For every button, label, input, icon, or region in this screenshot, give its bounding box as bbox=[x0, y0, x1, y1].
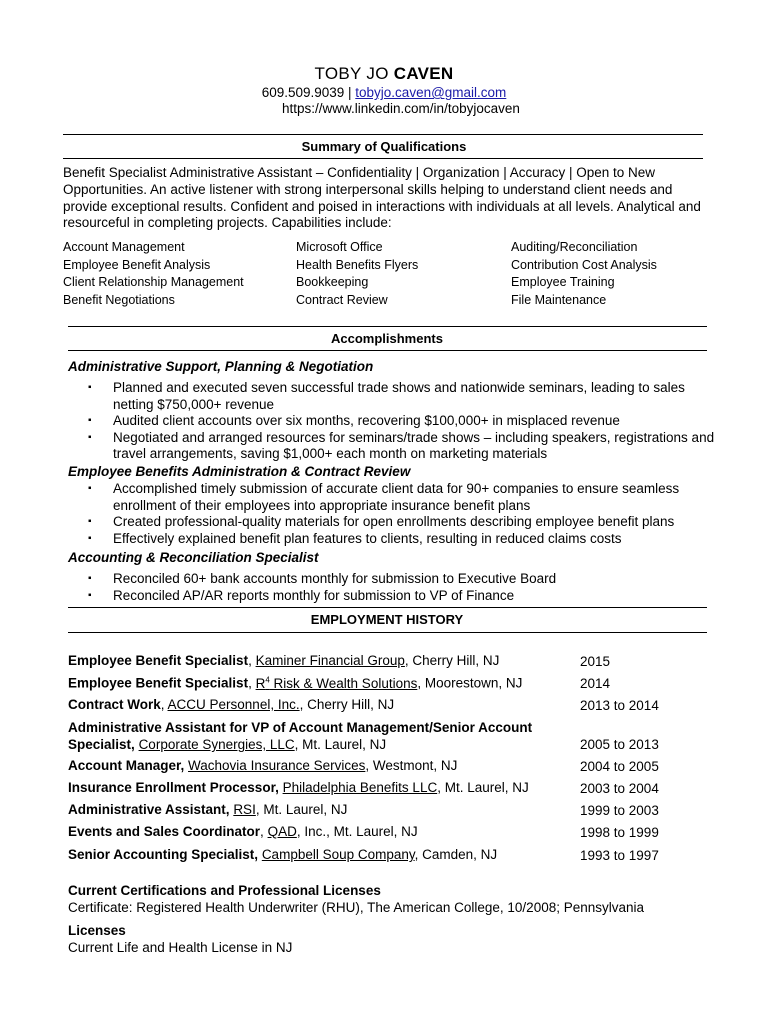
capability-item: Microsoft Office bbox=[296, 240, 383, 254]
capability-item: File Maintenance bbox=[511, 292, 607, 307]
job-company: Campbell Soup Company bbox=[261, 847, 415, 862]
job-company: Wachovia Insurance Services bbox=[188, 758, 366, 773]
job-years: 2004 to 2005 bbox=[580, 759, 659, 774]
accomplishment-list bbox=[85, 380, 715, 463]
certifications-text: Certificate: Registered Health Underwriter (RHU), The American College, 10/2008; Pennsylvania bbox=[68, 900, 645, 915]
job-years: 2014 bbox=[580, 676, 611, 691]
accomplishment-bullet: ▪ Effectively explained benefit plan features to clients, resulting in reduced claims costs bbox=[85, 531, 715, 548]
capabilities-column-1 bbox=[63, 239, 244, 309]
job-years: 1993 to 1997 bbox=[580, 848, 659, 863]
capability-item: Health Benefits Flyers bbox=[296, 257, 419, 272]
job-years: 1999 to 2003 bbox=[580, 803, 659, 818]
company-superscript: 4 bbox=[265, 675, 270, 684]
capability-item: Benefit Negotiations bbox=[63, 292, 175, 307]
job-company: Kaminer Financial Group bbox=[255, 653, 405, 668]
capability-item: Auditing/Reconciliation bbox=[511, 240, 638, 254]
job-location: , Westmont, NJ bbox=[365, 758, 458, 773]
capability-item: Account Management bbox=[63, 240, 185, 254]
job-entry bbox=[68, 824, 418, 839]
capability-item: Employee Benefit Analysis bbox=[63, 257, 211, 272]
accomplishment-bullet: ▪ Accomplished timely submission of accurate client data for 90+ companies to ensure seamless enrollment of their employees into appropriate insurance benefit plans bbox=[85, 481, 715, 514]
summary-paragraph: Benefit Specialist Administrative Assistant – Confidentiality | Organization | Accuracy | Open to New Opportunities. An active listener with strong interpersonal skills helping to understand client needs and provide exceptional results. Confident and poised in interactions with individuals at all levels. Analytical and resourceful in completing projects. Capabilities include: bbox=[63, 165, 701, 231]
job-separator: , bbox=[248, 675, 256, 691]
job-years: 2015 bbox=[580, 654, 611, 669]
accomplishment-bullet: ▪ Created professional-quality materials for open enrollments describing employee benefit plans bbox=[85, 514, 715, 531]
job-role: Contract Work bbox=[68, 697, 161, 712]
candidate-name bbox=[0, 64, 768, 84]
job-years: 2013 to 2014 bbox=[580, 698, 659, 713]
accomplishment-list bbox=[85, 481, 715, 547]
capabilities-column-3 bbox=[511, 239, 657, 309]
employment-title: EMPLOYMENT HISTORY bbox=[310, 612, 464, 627]
job-location: , Mt. Laurel, NJ bbox=[294, 737, 387, 752]
job-company: Corporate Synergies, LLC bbox=[138, 737, 295, 752]
summary-top-rule bbox=[63, 134, 703, 135]
first-name: TOBY JO bbox=[314, 64, 389, 83]
employment-bottom-rule bbox=[68, 632, 707, 633]
company-prefix: R bbox=[255, 675, 266, 691]
job-role: Employee Benefit Specialist bbox=[68, 675, 249, 691]
accomplishment-heading: Accounting & Reconciliation Specialist bbox=[68, 550, 319, 565]
job-entry bbox=[68, 802, 347, 817]
job-role-line1: Administrative Assistant for VP of Account Management/Senior Account bbox=[68, 720, 533, 735]
capability-item: Client Relationship Management bbox=[63, 275, 244, 290]
job-company: RSI bbox=[233, 802, 256, 817]
job-entry bbox=[68, 847, 497, 862]
capability-item: Employee Training bbox=[511, 275, 615, 290]
accomplishment-bullet: ▪ Reconciled AP/AR reports monthly for submission to VP of Finance bbox=[85, 588, 715, 605]
job-location: , Mt. Laurel, NJ bbox=[255, 802, 348, 817]
accomplishment-bullet: ▪ Planned and executed seven successful trade shows and nationwide seminars, leading to sales netting $750,000+ revenue bbox=[85, 380, 715, 413]
last-name: CAVEN bbox=[393, 64, 454, 83]
job-entry bbox=[68, 697, 394, 712]
job-role: Administrative Assistant, bbox=[68, 802, 230, 817]
job-role: Events and Sales Coordinator bbox=[68, 824, 261, 839]
job-company: ACCU Personnel, Inc. bbox=[167, 697, 300, 712]
job-role: Senior Accounting Specialist, bbox=[68, 847, 259, 862]
capability-item: Bookkeeping bbox=[296, 275, 369, 290]
job-company bbox=[256, 676, 418, 691]
job-location: , Cherry Hill, NJ bbox=[299, 697, 395, 712]
certifications-title: Current Certifications and Professional Licenses bbox=[68, 883, 381, 898]
job-role: Insurance Enrollment Processor, bbox=[68, 780, 279, 795]
employment-top-rule bbox=[68, 607, 707, 608]
company-suffix: Risk & Wealth Solutions bbox=[269, 675, 418, 691]
job-location: , Cherry Hill, NJ bbox=[404, 653, 500, 668]
job-entry bbox=[68, 653, 499, 668]
job-entry bbox=[68, 737, 386, 752]
job-role: Employee Benefit Specialist bbox=[68, 653, 249, 668]
job-entry bbox=[68, 720, 532, 735]
summary-title: Summary of Qualifications bbox=[301, 139, 467, 154]
job-entry bbox=[68, 780, 529, 795]
job-entry bbox=[68, 675, 522, 691]
accomplishments-title: Accomplishments bbox=[331, 331, 443, 346]
phone-number: 609.509.9039 | bbox=[261, 85, 356, 100]
accomplishments-bottom-rule bbox=[68, 350, 707, 351]
job-role: Specialist, bbox=[68, 737, 135, 752]
job-location: , Camden, NJ bbox=[414, 847, 498, 862]
linkedin-url[interactable]: https://www.linkedin.com/in/tobyjocaven bbox=[282, 101, 520, 116]
job-separator: , bbox=[248, 653, 256, 668]
job-location: , Inc., Mt. Laurel, NJ bbox=[296, 824, 418, 839]
contact-line bbox=[0, 85, 768, 100]
accomplishment-heading: Administrative Support, Planning & Negotiation bbox=[68, 359, 374, 374]
job-years: 2003 to 2004 bbox=[580, 781, 659, 796]
job-location: , Mt. Laurel, NJ bbox=[437, 780, 529, 795]
accomplishment-bullet: ▪ Reconciled 60+ bank accounts monthly for submission to Executive Board bbox=[85, 571, 715, 588]
email-link[interactable]: tobyjo.caven@gmail.com bbox=[355, 85, 507, 100]
accomplishment-bullet: ▪ Audited client accounts over six months, recovering $100,000+ in misplaced revenue bbox=[85, 413, 715, 430]
job-years: 2005 to 2013 bbox=[580, 737, 659, 752]
job-separator: , bbox=[260, 824, 268, 839]
capabilities-column-2 bbox=[296, 239, 418, 309]
accomplishment-bullet: ▪ Negotiated and arranged resources for seminars/trade shows – including speakers, registrations and travel arrangements, saving $1,000+ each month on marketing materials bbox=[85, 430, 715, 463]
licenses-text: Current Life and Health License in NJ bbox=[68, 940, 293, 955]
capability-item: Contract Review bbox=[296, 292, 388, 307]
accomplishment-list bbox=[85, 571, 715, 604]
licenses-title: Licenses bbox=[68, 923, 126, 938]
job-entry bbox=[68, 758, 457, 773]
summary-bottom-rule bbox=[63, 158, 703, 159]
job-role: Account Manager, bbox=[68, 758, 185, 773]
job-location: , Moorestown, NJ bbox=[417, 675, 523, 691]
accomplishments-top-rule bbox=[68, 326, 707, 327]
job-company: Philadelphia Benefits LLC bbox=[282, 780, 438, 795]
job-separator: , bbox=[160, 697, 168, 712]
capability-item: Contribution Cost Analysis bbox=[511, 257, 657, 272]
job-years: 1998 to 1999 bbox=[580, 825, 659, 840]
job-company: QAD bbox=[267, 824, 297, 839]
accomplishment-heading: Employee Benefits Administration & Contract Review bbox=[68, 464, 411, 479]
